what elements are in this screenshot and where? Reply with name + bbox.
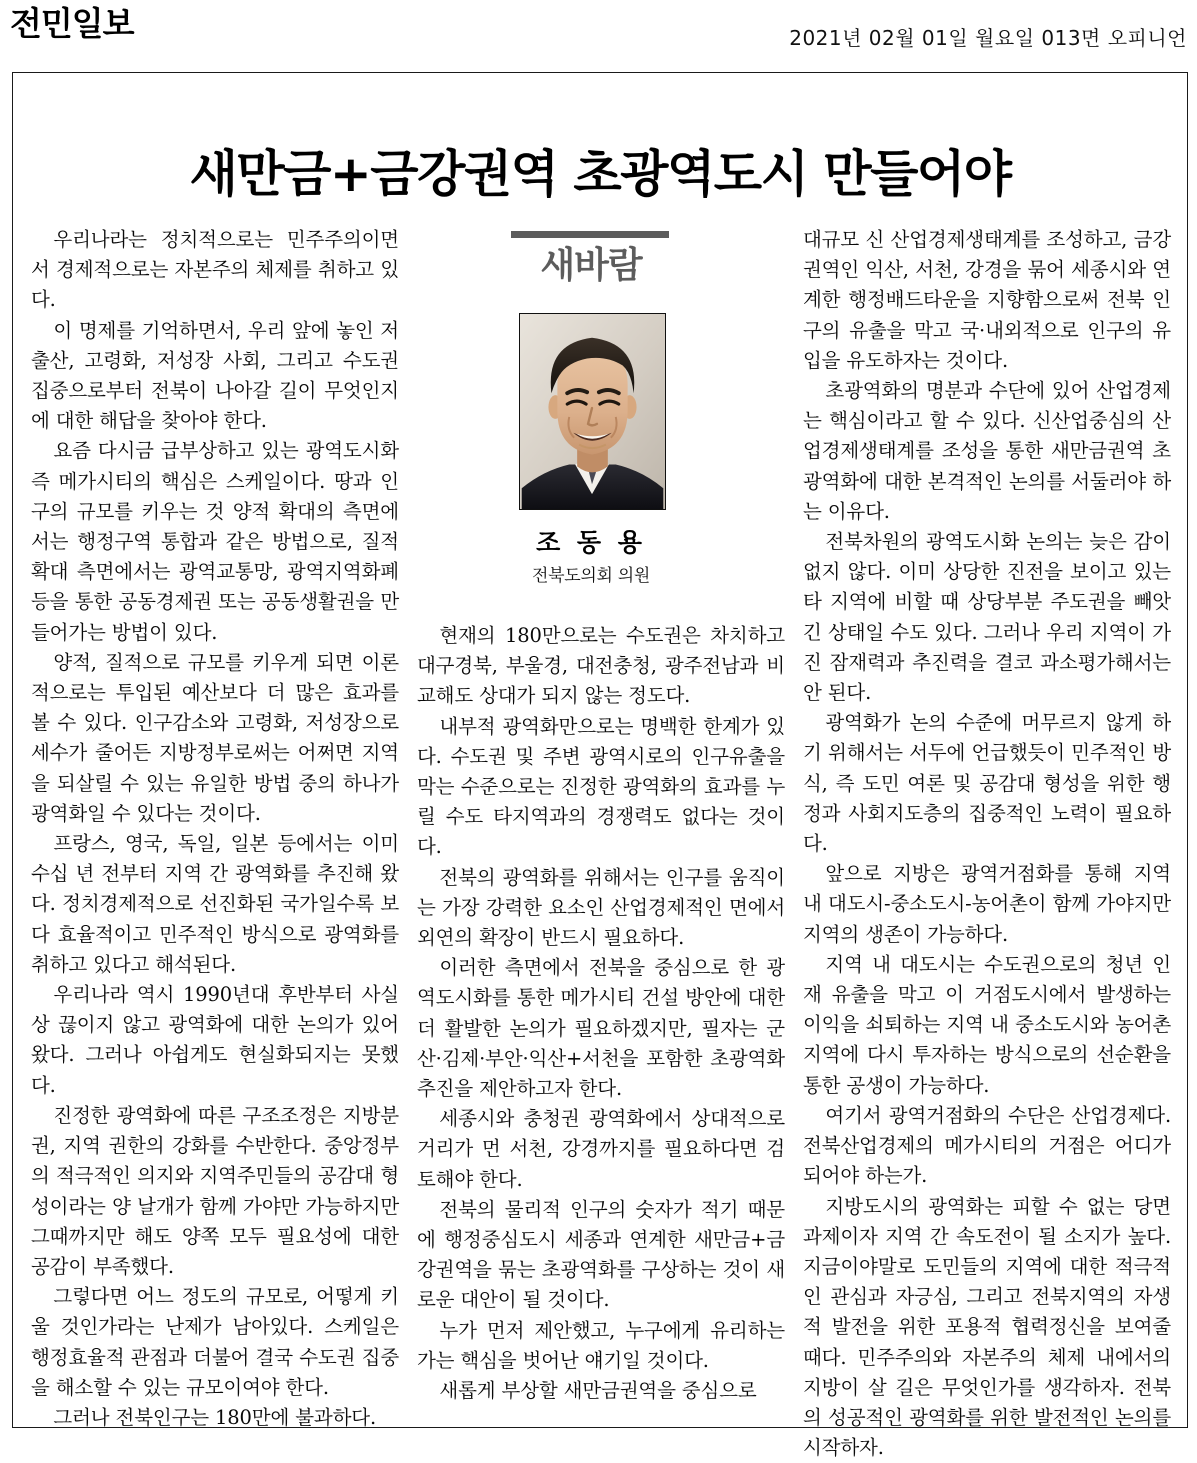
dateline: 2021년 02월 01일 월요일 013면 오피니언 <box>789 22 1187 51</box>
paragraph: 진정한 광역화에 따른 구조조정은 지방분권, 지역 권한의 강화를 수반한다. 중앙정부의 적극적인 의지와 지역주민들의 공감대 형성이라는 양 날개가 함께 가야만 가능하지만 그때까지만 해도 양쪽 모두 필요성에 대한 공감이 부족했다. <box>31 1101 399 1282</box>
column-kicker-label: 새바람 <box>417 243 765 289</box>
paragraph: 현재의 180만으로는 수도권은 차치하고 대구경북, 부울경, 대전충청, 광주전남과 비교해도 상대가 되지 않는 정도다. <box>417 621 785 712</box>
paragraph: 지역 내 대도시는 수도권으로의 청년 인재 유출을 막고 이 거점도시에서 발생하는 이익을 쇠퇴하는 지역 내 중소도시와 농어촌지역에 다시 투자하는 방식으로의 선순환을 통한 공생이 가능하다. <box>803 950 1171 1101</box>
paragraph: 초광역화의 명분과 수단에 있어 산업경제는 핵심이라고 할 수 있다. 신산업중심의 산업경제생태계를 조성을 통한 새만금권역 초광역화에 대한 본격적인 논의를 서둘러야 하는 이유다. <box>803 376 1171 527</box>
paragraph: 프랑스, 영국, 독일, 일본 등에서는 이미 수십 년 전부터 지역 간 광역화를 추진해 왔다. 정치경제적으로 선진화된 국가일수록 보다 효율적이고 민주적인 방식으로 광역화를 취하고 있다고 해석된다. <box>31 829 399 980</box>
paragraph: 누가 먼저 제안했고, 누구에게 유리하는 가는 핵심을 벗어난 얘기일 것이다. <box>417 1316 785 1376</box>
column-left <box>31 225 399 1405</box>
kicker-rule <box>511 231 669 238</box>
column-right <box>803 225 1171 1405</box>
paragraph: 내부적 광역화만으로는 명백한 한계가 있다. 수도권 및 주변 광역시로의 인구유출을 막는 수준으로는 진정한 광역화의 효과를 누릴 수도 타지역과의 경쟁력도 없다는 것이다. <box>417 712 785 863</box>
column-middle <box>417 225 785 1405</box>
paragraph: 대규모 신 산업경제생태계를 조성하고, 금강권역인 익산, 서천, 강경을 묶어 세종시와 연계한 행정배드타운을 지향함으로써 전북 인구의 유출을 막고 국·내외적으로 인구의 유입을 유도하자는 것이다. <box>803 225 1171 376</box>
paragraph: 새롭게 부상할 새만금권역을 중심으로 <box>417 1376 785 1406</box>
author-title: 전북도의회 의원 <box>417 561 765 586</box>
paragraph: 이 명제를 기억하면서, 우리 앞에 놓인 저출산, 고령화, 저성장 사회, 그리고 수도권 집중으로부터 전북이 나아갈 길이 무엇인지에 대한 해답을 찾아야 한다. <box>31 316 399 437</box>
author-name: 조 동 용 <box>417 523 765 559</box>
paragraph: 그렇다면 어느 정도의 규모로, 어떻게 키울 것인가라는 난제가 남아있다. 스케일은 행정효율적 관점과 더불어 결국 수도권 집중을 해소할 수 있는 규모이여야 한다. <box>31 1282 399 1403</box>
paragraph: 이러한 측면에서 전북을 중심으로 한 광역도시화를 통한 메가시티 건설 방안에 대한 더 활발한 논의가 필요하겠지만, 필자는 군산·김제·부안·익산+서천을 포함한 초광역화 추진을 제안하고자 한다. <box>417 953 785 1104</box>
paragraph: 전북의 광역화를 위해서는 인구를 움직이는 가장 강력한 요소인 산업경제적인 면에서 외연의 확장이 반드시 필요하다. <box>417 863 785 954</box>
paragraph: 우리나라 역시 1990년대 후반부터 사실상 끊이지 않고 광역화에 대한 논의가 있어 왔다. 그러나 아쉽게도 현실화되지는 못했다. <box>31 980 399 1101</box>
paragraph: 우리나라는 정치적으로는 민주주의이면서 경제적으로는 자본주의 체제를 취하고 있다. <box>31 225 399 316</box>
paragraph: 여기서 광역거점화의 수단은 산업경제다. 전북산업경제의 메가시티의 거점은 어디가 되어야 하는가. <box>803 1101 1171 1192</box>
paragraph: 지방도시의 광역화는 피할 수 없는 당면과제이자 지역 간 속도전이 될 소지가 높다. 지금이야말로 도민들의 지역에 대한 적극적인 관심과 자긍심, 그리고 전북지역의 자생적 발전을 위한 포용적 협력정신을 보여줄 때다. 민주주의와 자본주의 체제 내에서의 지방이 살 길은 무엇인가를 생각하자. 전북의 성공적인 광역화를 위한 발전적인 논의를 시작하자. <box>803 1192 1171 1463</box>
paragraph: 전북차원의 광역도시화 논의는 늦은 감이 없지 않다. 이미 상당한 진전을 보이고 있는 타 지역에 비할 때 상당부분 주도권을 빼앗긴 상태일 수도 있다. 그러나 우리 지역이 가진 잠재력과 추진력을 결코 과소평가해서는 안 된다. <box>803 527 1171 708</box>
paragraph: 그러나 전북인구는 180만에 불과하다. <box>31 1403 399 1433</box>
paragraph: 양적, 질적으로 규모를 키우게 되면 이론적으로는 투입된 예산보다 더 많은 효과를 볼 수 있다. 인구감소와 고령화, 저성장으로 세수가 줄어든 지방정부로써는 어쩌면 지역을 되살릴 수 있는 유일한 방법 중의 하나가 광역화일 수 있다는 것이다. <box>31 648 399 829</box>
masthead <box>8 2 1189 60</box>
article-body <box>31 225 1171 1405</box>
paragraph: 전북의 물리적 인구의 숫자가 적기 때문에 행정중심도시 세종과 연계한 새만금+금강권역을 묶는 초광역화를 구상하는 것이 새로운 대안이 될 것이다. <box>417 1195 785 1316</box>
newspaper-title: 전민일보 <box>10 4 134 44</box>
paragraph: 광역화가 논의 수준에 머무르지 않게 하기 위해서는 서두에 언급했듯이 민주적인 방식, 즉 도민 여론 및 공감대 형성을 위한 행정과 사회지도층의 집중적인 노력이 필요하다. <box>803 708 1171 859</box>
portrait-image <box>520 314 665 509</box>
paragraph: 세종시와 충청권 광역화에서 상대적으로 거리가 먼 서천, 강경까지를 필요하다면 검토해야 한다. <box>417 1104 785 1195</box>
article-frame <box>12 72 1188 1428</box>
paragraph: 요즘 다시금 급부상하고 있는 광역도시화 즉 메가시티의 핵심은 스케일이다. 땅과 인구의 규모를 키우는 것 양적 확대의 측면에서는 행정구역 통합과 같은 방법으로, 질적 확대 측면에서는 광역교통망, 광역지역화폐 등을 통한 공동경제권 또는 공동생활권을 만들어가는 방법이 있다. <box>31 436 399 647</box>
paragraph: 앞으로 지방은 광역거점화를 통해 지역 내 대도시-중소도시-농어촌이 함께 가야지만 지역의 생존이 가능하다. <box>803 859 1171 950</box>
author-portrait-photo <box>519 313 666 510</box>
column-masthead <box>417 225 785 621</box>
article-headline: 새만금+금강권역 초광역도시 만들어야 <box>13 145 1187 203</box>
